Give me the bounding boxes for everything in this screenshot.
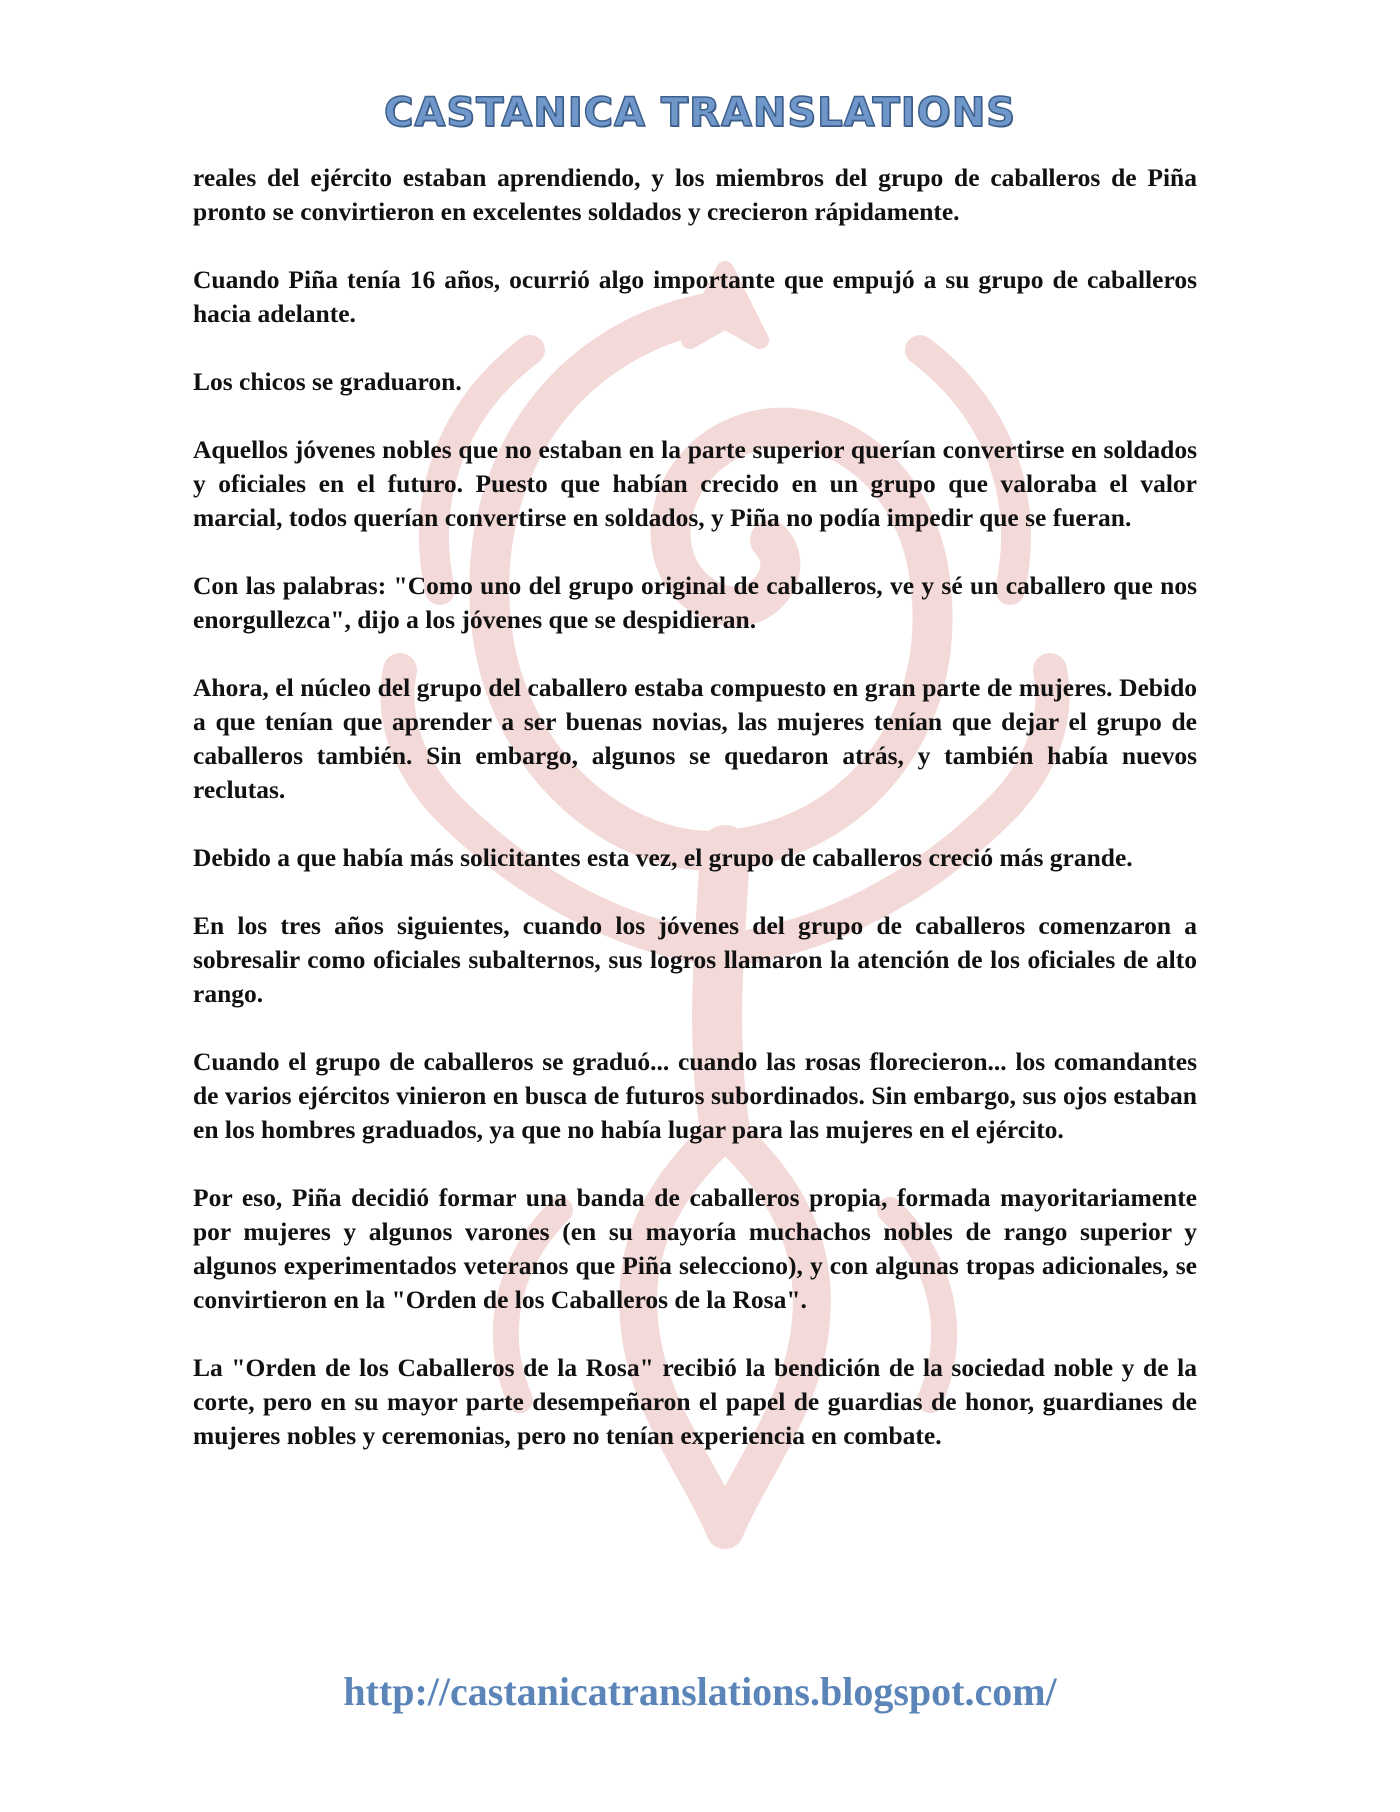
paragraph: Ahora, el núcleo del grupo del caballero estaba compuesto en gran parte de mujeres. Debido a que tenían que aprender a ser buenas novias, las mujeres tenían que dejar el grupo de caballeros también. Sin embargo, algunos se quedaron atrás, y también había nuevos reclutas. (193, 673, 1197, 804)
paragraph: Cuando Piña tenía 16 años, ocurrió algo importante que empujó a su grupo de caballeros hacia adelante. (193, 265, 1197, 328)
paragraph: Debido a que había más solicitantes esta vez, el grupo de caballeros creció más grande. (193, 843, 1133, 872)
paragraph: La "Orden de los Caballeros de la Rosa" recibió la bendición de la sociedad noble y de la corte, pero en su mayor parte desempeñaron el papel de guardias de honor, guardianes de mujeres nobles y ceremonias, pero no tenían experiencia en combate. (193, 1353, 1197, 1450)
document-body (193, 161, 1197, 1487)
paragraph: Por eso, Piña decidió formar una banda de caballeros propia, formada mayoritariamente por mujeres y algunos varones (en su mayoría muchachos nobles de rango superior y algunos experimentados veteranos que Piña selecciono), y con algunas tropas adicionales, se convirtieron en la "Orden de los Caballeros de la Rosa". (193, 1183, 1197, 1314)
paragraph: Con las palabras: "Como uno del grupo original de caballeros, ve y sé un caballero que nos enorgullezca", dijo a los jóvenes que se despidieran. (193, 571, 1197, 634)
paragraph: reales del ejército estaban aprendiendo, y los miembros del grupo de caballeros de Piña pronto se convirtieron en excelentes soldados y crecieron rápidamente. (193, 163, 1197, 226)
paragraph: Los chicos se graduaron. (193, 367, 462, 396)
paragraph: Cuando el grupo de caballeros se graduó... cuando las rosas florecieron... los comandantes de varios ejércitos vinieron en busca de futuros subordinados. Sin embargo, sus ojos estaban en los hombres graduados, ya que no había lugar para las mujeres en el ejército. (193, 1047, 1197, 1144)
paragraph: En los tres años siguientes, cuando los jóvenes del grupo de caballeros comenzaron a sobresalir como oficiales subalternos, sus logros llamaron la atención de los oficiales de alto rango. (193, 911, 1197, 1008)
paragraph: Aquellos jóvenes nobles que no estaban en la parte superior querían convertirse en soldados y oficiales en el futuro. Puesto que habían crecido en un grupo que valoraba el valor marcial, todos querían convertirse en soldados, y Piña no podía impedir que se fueran. (193, 435, 1197, 532)
site-title: CASTANICA TRANSLATIONS (384, 90, 1016, 136)
footer-link[interactable]: http://castanicatranslations.blogspot.com/ (343, 1669, 1057, 1714)
